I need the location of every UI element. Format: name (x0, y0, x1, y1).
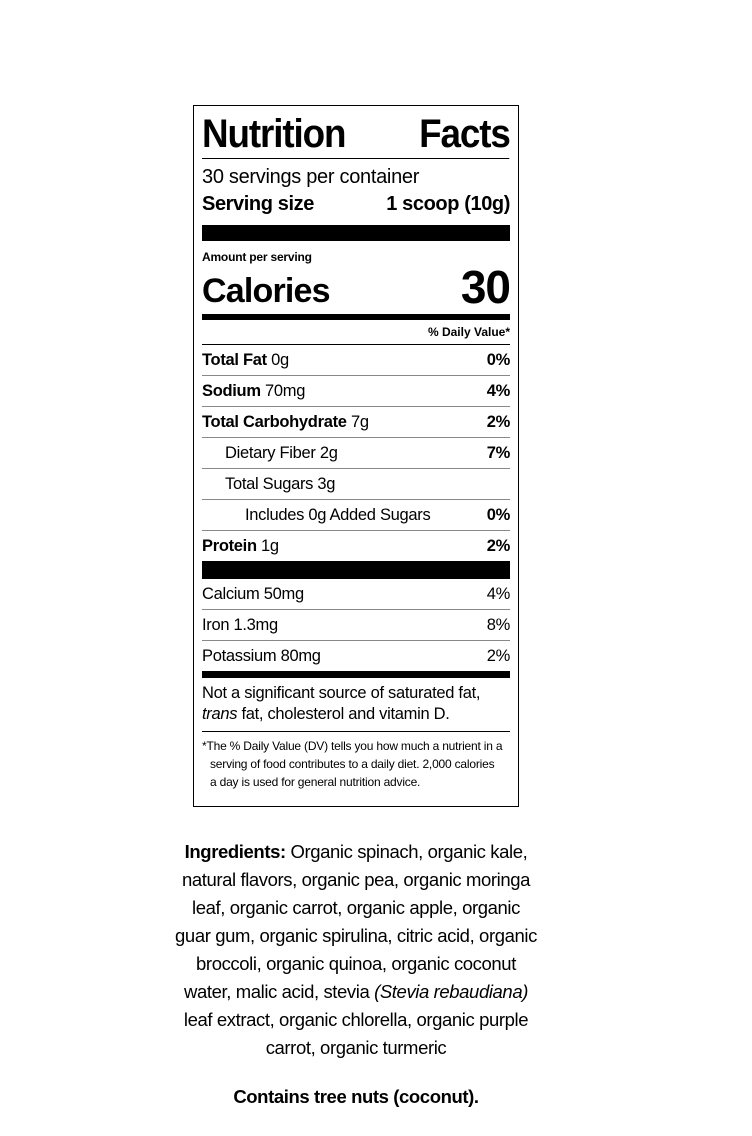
vitamin-name: Calcium 50mg (202, 584, 304, 603)
nutrient-row-sodium (202, 376, 510, 407)
vitamin-name: Potassium 80mg (202, 646, 321, 665)
nutrient-amount: 0g (271, 350, 289, 369)
ingredients-statement (175, 838, 537, 1062)
nutrient-dv: 0% (486, 350, 510, 369)
nutrient-name: Total Carbohydrate (202, 412, 347, 431)
nutrient-amount: 7g (350, 412, 369, 431)
nutrient-name: Total Sugars 3g (225, 474, 336, 493)
vitamin-divider (202, 561, 510, 579)
serving-size-row (202, 191, 510, 217)
footnote-line2: serving of food contributes to a daily diet. 2,000 calories (210, 757, 495, 771)
vitamin-dv: 4% (486, 584, 510, 603)
nutrient-dv: 7% (486, 443, 510, 462)
ingredients-text-1: Organic spinach, organic kale, natural flavors, organic pea, organic moringa leaf, organic carrot, organic apple, organic guar gum, organic spirulina, citric acid, organic broccoli, organic quinoa, organic coconut water, malic acid, stevia (175, 841, 537, 1002)
calories-row (202, 261, 510, 313)
vitamin-list (202, 579, 510, 671)
vitamin-dv: 2% (486, 646, 510, 665)
nutrient-name: Protein (202, 536, 257, 555)
ingredients-label: Ingredients: (184, 841, 286, 862)
nutrient-amount: 1g (261, 536, 279, 555)
not-significant-line2: fat, cholesterol and vitamin D. (237, 705, 450, 723)
nutrition-facts-title (202, 112, 510, 159)
nutrient-list (202, 345, 510, 561)
serving-size-label: Serving size (202, 193, 314, 215)
nutrient-dv: 2% (486, 412, 510, 431)
trans-word: trans (202, 705, 238, 723)
allergen-statement: Contains tree nuts (coconut). (233, 1086, 479, 1107)
nutrient-row-total-sugars (202, 469, 510, 500)
nutrient-name: Sodium (202, 381, 261, 400)
not-significant-note (202, 683, 510, 732)
ingredients-text-2: leaf extract, organic chlorella, organic purple carrot, organic turmeric (183, 1009, 529, 1058)
nutrient-row-dietary-fiber (202, 438, 510, 469)
ingredients-text-italic: (Stevia rebaudiana) (374, 981, 528, 1002)
nutrient-amount: 70mg (265, 381, 306, 400)
nutrient-name: Total Fat (202, 350, 267, 369)
bottom-divider (202, 671, 510, 678)
amount-per-serving: Amount per serving (202, 250, 312, 264)
vitamin-name: Iron 1.3mg (202, 615, 278, 634)
nutrient-dv: 4% (486, 381, 510, 400)
nutrient-row-total-fat (202, 345, 510, 376)
calories-label: Calories (202, 272, 330, 310)
vitamin-dv: 8% (486, 615, 510, 634)
title-facts: Facts (419, 112, 510, 156)
title-nutrition: Nutrition (202, 112, 346, 156)
vitamin-row-iron (202, 610, 510, 641)
daily-value-footnote (202, 737, 510, 791)
vitamin-row-calcium (202, 579, 510, 610)
vitamin-row-potassium (202, 641, 510, 671)
nutrient-dv: 2% (486, 536, 510, 555)
daily-value-header: % Daily Value* (202, 320, 510, 345)
calories-value: 30 (460, 261, 510, 313)
nutrient-dv: 0% (486, 505, 510, 524)
nutrient-row-protein (202, 531, 510, 561)
serving-size-value: 1 scoop (10g) (386, 193, 510, 215)
footnote-line3: a day is used for general nutrition advice. (210, 775, 421, 789)
nutrient-name: Dietary Fiber 2g (225, 443, 338, 462)
footnote-line1: *The % Daily Value (DV) tells you how much a nutrient in a (202, 739, 503, 753)
nutrient-row-added-sugars (202, 500, 510, 531)
nutrition-facts-panel (193, 105, 519, 807)
servings-per-container: 30 servings per container (202, 166, 420, 188)
not-significant-line1: Not a significant source of saturated fat, (202, 684, 481, 702)
nutrient-name: Includes 0g Added Sugars (245, 505, 431, 524)
nutrient-row-total-carbohydrate (202, 407, 510, 438)
thick-divider (202, 225, 510, 241)
